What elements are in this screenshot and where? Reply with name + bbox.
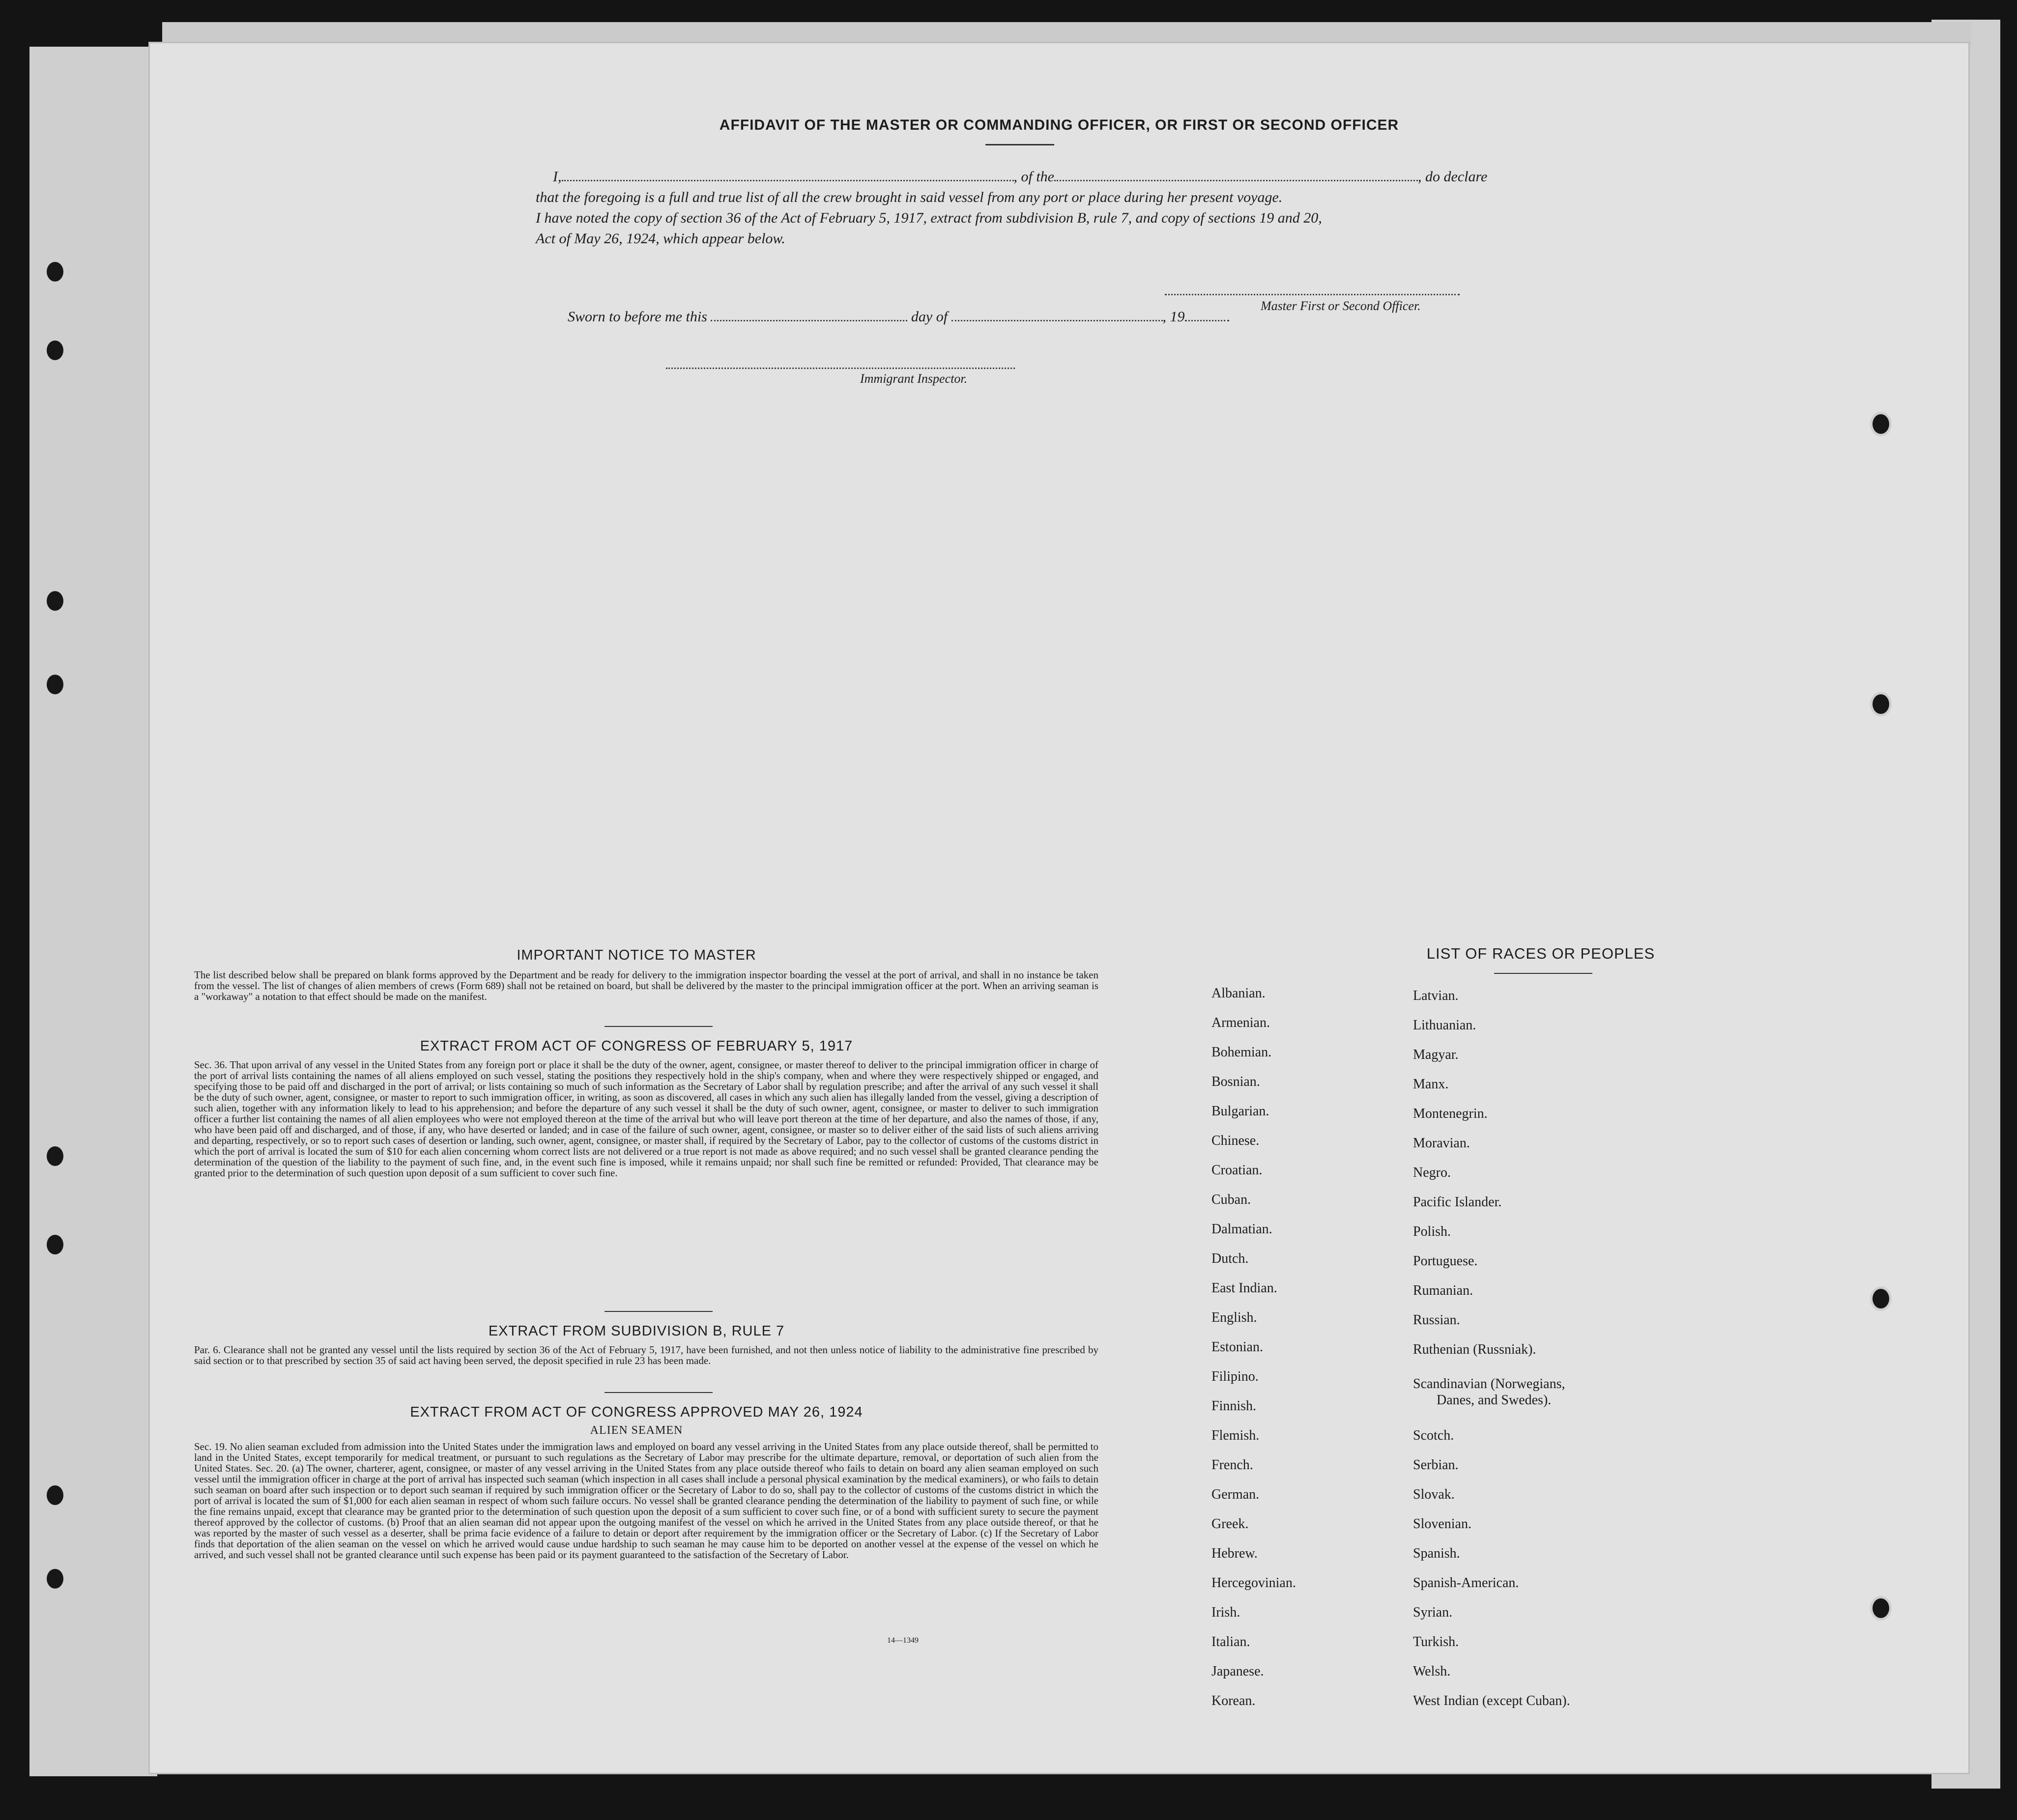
binder-hole xyxy=(1870,692,1892,716)
race-item: Croatian. xyxy=(1211,1163,1263,1178)
extract-1924-title: EXTRACT FROM ACT OF CONGRESS APPROVED MAY 26, 1924 xyxy=(410,1404,863,1420)
race-item: Moravian. xyxy=(1413,1136,1470,1151)
sworn-year-field[interactable] xyxy=(1185,320,1229,321)
race-item: Slovenian. xyxy=(1413,1516,1471,1532)
divider xyxy=(605,1026,713,1027)
race-item: Latvian. xyxy=(1413,988,1459,1003)
race-item: Slovak. xyxy=(1413,1487,1455,1502)
affidavit-line-3: Act of May 26, 1924, which appear below. xyxy=(536,230,785,247)
extract-rule7-title: EXTRACT FROM SUBDIVISION B, RULE 7 xyxy=(488,1323,785,1339)
sworn-day-field[interactable] xyxy=(711,320,907,321)
race-item: Polish. xyxy=(1413,1224,1451,1239)
race-item: Flemish. xyxy=(1211,1428,1260,1443)
affidavit-line-2: I have noted the copy of section 36 of the Act of February 5, 1917, extract from subdivision B, rule 7, and copy of sections 19 and 20, xyxy=(536,210,1322,226)
notice-title: IMPORTANT NOTICE TO MASTER xyxy=(517,947,756,963)
binder-hole xyxy=(1870,1286,1892,1311)
race-item: Bosnian. xyxy=(1211,1074,1260,1089)
of-the-label: , of the xyxy=(1013,169,1054,185)
race-item: Turkish. xyxy=(1413,1634,1459,1649)
back-sheet-left xyxy=(29,47,157,1776)
race-item: Dalmatian. xyxy=(1211,1222,1272,1237)
race-item: Scotch. xyxy=(1413,1428,1454,1443)
binder-hole xyxy=(44,1483,66,1507)
race-item: East Indian. xyxy=(1211,1280,1277,1296)
race-item: Rumanian. xyxy=(1413,1283,1473,1298)
race-item: Italian. xyxy=(1211,1634,1250,1649)
race-item: Albanian. xyxy=(1211,986,1266,1001)
race-item: Spanish-American. xyxy=(1413,1575,1519,1591)
extract-1924-text: Sec. 19. No alien seaman excluded from admission into the United States under the immigration laws and employed on board any vessel arriving in the United States from any place outside thereof, shall be permitted to land in the United States, except temporarily for medical treatment, or pursuant to such regulations as the Secretary of Labor may prescribe for the ultimate departure, removal, or deportation of such alien from the United States. Sec. 20. (a) The owner, charterer, agent, consignee, or master of any vessel arriving in the United States from any place outside thereof who fails to detain on board any alien seaman employed on such vessel until the immigration officer in charge at the port of arrival has inspected such seaman (which inspection in all cases shall include a personal physical examination by the medical examiners), or who fails to detain such seaman on board after such inspection or to deport such seaman if required by such immigration officer or the Secretary of Labor to do so, shall pay to the collector of customs of the customs district in which the port of arrival is located the sum of $1,000 for each alien seaman in respect of whom such failure occurs. No vessel shall be granted clearance pending the determination of the liability to payment of such fine, or while the fine remains unpaid, except that clearance may be granted prior to the determination of such question upon the deposit of a sum sufficient to cover such fine, or of a bond with sufficient surety to secure the payment thereof approved by the collector of customs. (b) Proof that an alien seaman did not appear upon the outgoing manifest of the vessel on which he arrived in the United States from any place outside thereof, or that he was reported by the master of such vessel as a deserter, shall be prima facie evidence of a failure to detain or deport after requirement by the immigration officer or the Secretary of Labor. (c) If the Secretary of Labor finds that deportation of the alien seaman on the vessel on which he arrived would cause undue hardship to such seaman he may cause him to be deported on another vessel at the expense of the vessel on which he arrived, and such vessel shall not be granted clearance until such expense has been paid or its payment guaranteed to the satisfaction of the Secretary of Labor. xyxy=(194,1441,1098,1561)
race-item: Cuban. xyxy=(1211,1192,1251,1207)
race-item: Ruthenian (Russniak). xyxy=(1413,1342,1536,1357)
race-item: Armenian. xyxy=(1211,1015,1270,1030)
race-item: Portuguese. xyxy=(1413,1253,1478,1269)
binder-hole xyxy=(44,259,66,284)
divider xyxy=(1494,973,1592,974)
sworn-label: Sworn to before me this xyxy=(568,309,707,325)
inspector-signature-line[interactable] xyxy=(666,368,1015,369)
race-item: Russian. xyxy=(1413,1312,1460,1328)
race-item: Syrian. xyxy=(1413,1605,1453,1620)
race-item: Lithuanian. xyxy=(1413,1018,1476,1033)
affidavit-title: AFFIDAVIT OF THE MASTER OR COMMANDING OFFICER, OR FIRST OR SECOND OFFICER xyxy=(719,117,1399,133)
race-item: Japanese. xyxy=(1211,1664,1264,1679)
binder-hole xyxy=(44,1566,66,1591)
races-title: LIST OF RACES OR PEOPLES xyxy=(1426,945,1655,962)
race-item: French. xyxy=(1211,1457,1253,1473)
race-item: German. xyxy=(1211,1487,1260,1502)
divider xyxy=(605,1311,713,1312)
race-item: Bulgarian. xyxy=(1211,1104,1269,1119)
extract-rule7-text: Par. 6. Clearance shall not be granted any vessel until the lists required by section 36 of the Act of February 5, 1917, have been furnished, and not then unless notice of liability to the administrative fine prescribed by said section or to that prescribed by section 35 of said act having been served, the deposit specified in rule 23 has been made. xyxy=(194,1344,1098,1366)
race-item: Greek. xyxy=(1211,1516,1249,1532)
race-item: Hercegovinian. xyxy=(1211,1575,1296,1591)
extract-1917-title: EXTRACT FROM ACT OF CONGRESS OF FEBRUARY 5, 1917 xyxy=(420,1038,853,1054)
year-label: , 19 xyxy=(1162,309,1185,325)
manifest-page xyxy=(150,43,1968,1773)
divider xyxy=(985,144,1054,145)
sworn-month-field[interactable] xyxy=(951,320,1163,321)
race-item: Pacific Islander. xyxy=(1413,1194,1502,1210)
race-item: English. xyxy=(1211,1310,1257,1325)
race-item: Welsh. xyxy=(1413,1664,1451,1679)
binder-hole xyxy=(1870,1596,1892,1621)
inspector-caption: Immigrant Inspector. xyxy=(860,371,968,386)
i-label: I, xyxy=(553,169,562,185)
sworn-line xyxy=(568,309,1229,325)
vessel-field[interactable] xyxy=(1054,180,1418,181)
race-item: Chinese. xyxy=(1211,1133,1260,1148)
race-item: Danes, and Swedes). xyxy=(1437,1393,1552,1408)
race-item: Manx. xyxy=(1413,1077,1449,1092)
day-of-label: day of xyxy=(911,309,948,325)
race-item: Dutch. xyxy=(1211,1251,1249,1266)
binder-hole xyxy=(1870,412,1892,436)
race-item: Filipino. xyxy=(1211,1369,1259,1384)
race-item: West Indian (except Cuban). xyxy=(1413,1693,1570,1708)
race-item: Negro. xyxy=(1413,1165,1451,1180)
affidavit-line-1: that the foregoing is a full and true list of all the crew brought in said vessel from any port or place during her present voyage. xyxy=(536,189,1283,205)
binder-hole xyxy=(44,672,66,697)
race-item: Scandinavian (Norwegians, xyxy=(1413,1376,1565,1392)
binder-hole xyxy=(44,1144,66,1168)
binder-hole xyxy=(44,338,66,363)
notice-text: The list described below shall be prepared on blank forms approved by the Department and be ready for delivery to the immigration inspector boarding the vessel at the port of arrival, and shall in no instance be taken from the vessel. The list of changes of alien members of crews (Form 689) shall not be retained on board, but shall be delivered by the master to the principal immigration officer at the port. When an arriving seaman is a "workaway" a notation to that effect should be made on the manifest. xyxy=(194,969,1098,1002)
race-item: Estonian. xyxy=(1211,1339,1263,1355)
master-signature-caption: Master First or Second Officer. xyxy=(1261,299,1421,313)
extract-1917-text: Sec. 36. That upon arrival of any vessel in the United States from any foreign port or place it shall be the duty of the owner, agent, consignee, or master thereof to deliver to the principal immigration officer in charge of the port of arrival lists containing the names of all aliens employed on such vessel, stating the positions they respectively hold in the ship's company, when and where they were respectively shipped or engaged, and specifying those to be paid off and discharged in the port of arrival; or lists containing so much of such information as the Secretary of Labor shall by regulation prescribe; and after the arrival of any such vessel it shall be the duty of such owner, agent, consignee, or master to report to such immigration officer, in writing, as soon as discovered, all cases in which any such alien has illegally landed from the vessel, giving a description of such alien, together with any information likely to lead to his apprehension; and before the departure of any such vessel it shall be the duty of such owner, agent, consignee, or master to deliver to such immigration officer a further list containing the names of all alien employees who were not employed thereon at the time of the arrival but who will leave port thereon at the time of her departure, and also the names of those, if any, who have been paid off and discharged, and of those, if any, who have deserted or landed; and in case of the failure of such owner, agent, consignee, or master so to deliver either of the said lists of such aliens arriving and departing, respectively, or so to report such cases of desertion or landing, such owner, agent, consignee, or master shall, if required by the Secretary of Labor, pay to the collector of customs of the customs district in which the port of arrival is located the sum of $10 for each alien concerning whom correct lists are not delivered or a true report is not made as above required; and no such vessel shall be granted clearance pending the determination of the question of the liability to the payment of such fine, and, in the event such fine is imposed, while it remains unpaid; nor shall such fine be remitted or refunded: Provided, That clearance may be granted prior to the determination of such question upon deposit of a sum sufficient to cover such fine. xyxy=(194,1059,1098,1179)
form-number: 14—1349 xyxy=(887,1636,919,1645)
name-field[interactable] xyxy=(562,180,1014,181)
race-item: Korean. xyxy=(1211,1693,1256,1708)
race-item: Irish. xyxy=(1211,1605,1240,1620)
race-item: Serbian. xyxy=(1413,1457,1459,1473)
affidavit-declaration-line xyxy=(553,169,1487,185)
master-signature-line[interactable] xyxy=(1165,294,1460,295)
extract-1924-subtitle: ALIEN SEAMEN xyxy=(590,1424,683,1437)
race-item: Finnish. xyxy=(1211,1398,1257,1414)
race-item: Hebrew. xyxy=(1211,1546,1258,1561)
binder-hole xyxy=(44,589,66,613)
race-item: Montenegrin. xyxy=(1413,1106,1488,1121)
race-item: Spanish. xyxy=(1413,1546,1460,1561)
race-item: Bohemian. xyxy=(1211,1045,1272,1060)
race-item: Magyar. xyxy=(1413,1047,1459,1062)
do-declare-label: , do declare xyxy=(1418,169,1488,185)
binder-hole xyxy=(44,1232,66,1257)
divider xyxy=(605,1392,713,1393)
